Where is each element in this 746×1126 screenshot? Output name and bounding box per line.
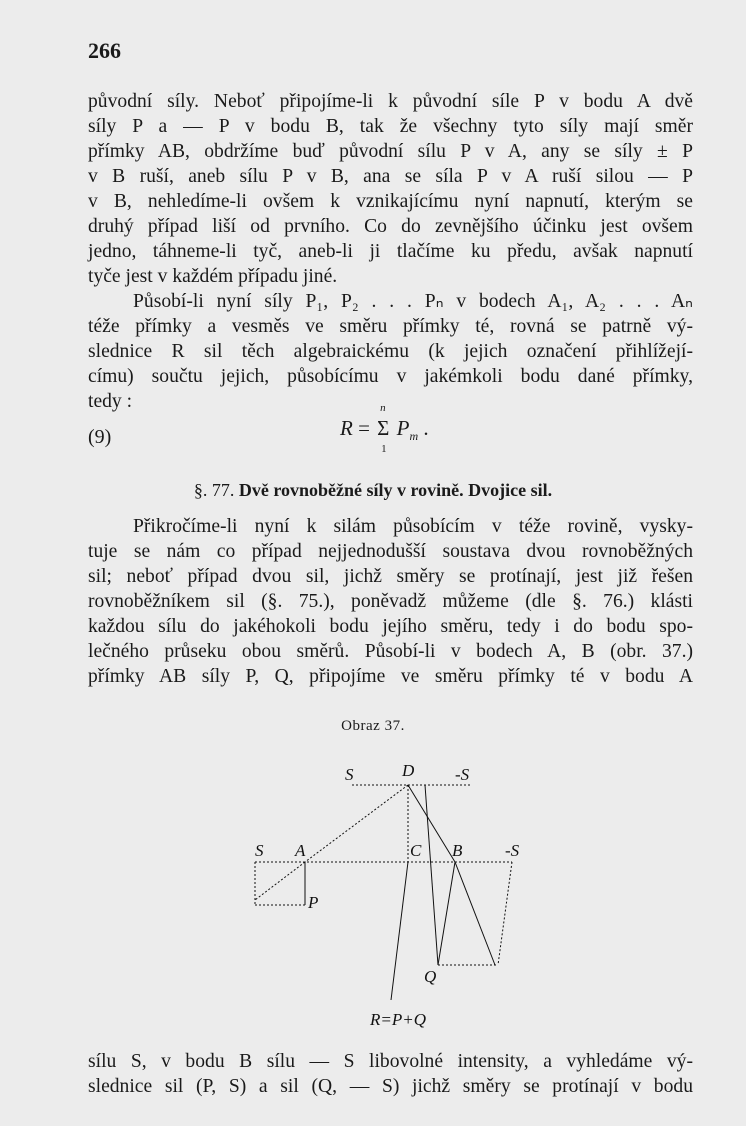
equation-equals: = (358, 416, 370, 440)
text-line: v B ruší, aneb sílu P v B, ana se síla P v A ruší silou — P (88, 166, 693, 187)
text-line: původní síly. Neboť připojíme-li k původní síle P v bodu A dvě (88, 91, 693, 112)
text-line: címu) součtu jejich, působícímu v jakémkoli bodu dané přímky, (88, 366, 693, 387)
label-S-left: S (255, 841, 264, 860)
sigma: Σ (377, 416, 390, 440)
summation-upper: n (380, 402, 386, 414)
label-negS-right: -S (505, 841, 520, 860)
text-line: rovnoběžníkem sil (§. 75.), poněvadž můžeme (dle §. 76.) klásti (88, 591, 693, 612)
text-line: tuje se nám co případ nejjednodušší soustava dvou rovnoběžných (88, 541, 693, 562)
label-negS-top: -S (455, 765, 470, 784)
figure-caption: Obraz 37. (341, 718, 405, 734)
section-title: Dvě rovnoběžné síly v rovině. Dvojice sil. (238, 480, 553, 500)
label-S-top: S (345, 765, 354, 784)
text-line: slednice sil (P, S) a sil (Q, — S) jichž směry se protínají v bodu (88, 1076, 693, 1097)
text-line: lečného průseku obou směrů. Působí-li v bodech A, B (obr. 37.) (88, 641, 693, 662)
text-line: Působí-li nyní síly P₁, P₂ . . . Pₙ v bodech A₁, A₂ . . . Aₙ (133, 291, 693, 312)
label-Q: Q (424, 967, 437, 986)
text-line: Přikročíme-li nyní k silám působícím v téže rovině, vysky- (133, 516, 693, 537)
label-D: D (402, 761, 415, 780)
label-A: A (295, 841, 306, 860)
equation-term-sub: m (409, 429, 419, 444)
label-C: C (410, 841, 422, 860)
diag-D-A (305, 785, 408, 862)
text-line: sílu S, v bodu B sílu — S libovolné intensity, a vyhledáme vý- (88, 1051, 693, 1072)
summation-lower: 1 (381, 443, 387, 455)
text-line: síly P a — P v bodu B, tak že všechny tyto síly mají směr (88, 116, 693, 137)
page-number: 266 (88, 38, 121, 63)
text-line: jedno, táhneme-li tyč, aneb-li ji tlačíme ku předu, avšak napnutí (88, 241, 693, 262)
line-B-ext (455, 862, 495, 965)
equation-lhs: R (340, 416, 353, 440)
equation-term: P (396, 416, 410, 440)
equation-end: . (423, 416, 429, 440)
text-line: téže přímky a vesměs ve směru přímky té, rovná se patrně vý- (88, 316, 693, 337)
text-line: tedy : (88, 391, 133, 412)
resultant-line (391, 862, 408, 1000)
label-R: R=P+Q (370, 1010, 426, 1029)
text-line: přímky AB, obdržíme buď původní sílu P v A, any se síly ± P (88, 141, 693, 162)
force-Q (438, 862, 455, 965)
text-line: každou sílu do jakéhokoli bodu jejího směru, tedy i do bodu spo- (88, 616, 693, 637)
section-number: §. 77. (193, 480, 235, 500)
diag-A-ext (255, 862, 305, 900)
text-line: v B, nehledíme-li ovšem k vznikajícímu nyní napnutí, kterým se (88, 191, 693, 212)
text-line: slednice R sil těch algebraickému (k jejich označení přihlížejí- (88, 341, 693, 362)
label-P: P (308, 893, 319, 912)
para-right-side (498, 862, 512, 965)
line-D-Q (425, 785, 438, 965)
equation-number: (9) (88, 426, 112, 448)
text-line: druhý případ liší od prvního. Co do zevnějšího účinku jest ovšem (88, 216, 693, 237)
text-line: přímky AB síly P, Q, připojíme ve směru přímky té v bodu A (88, 666, 693, 687)
label-B: B (452, 841, 463, 860)
text-line: sil; neboť případ dvou sil, jichž směry se protínají, jest již řešen (88, 566, 693, 587)
text-line: tyče jest v každém případu jiné. (88, 266, 338, 287)
